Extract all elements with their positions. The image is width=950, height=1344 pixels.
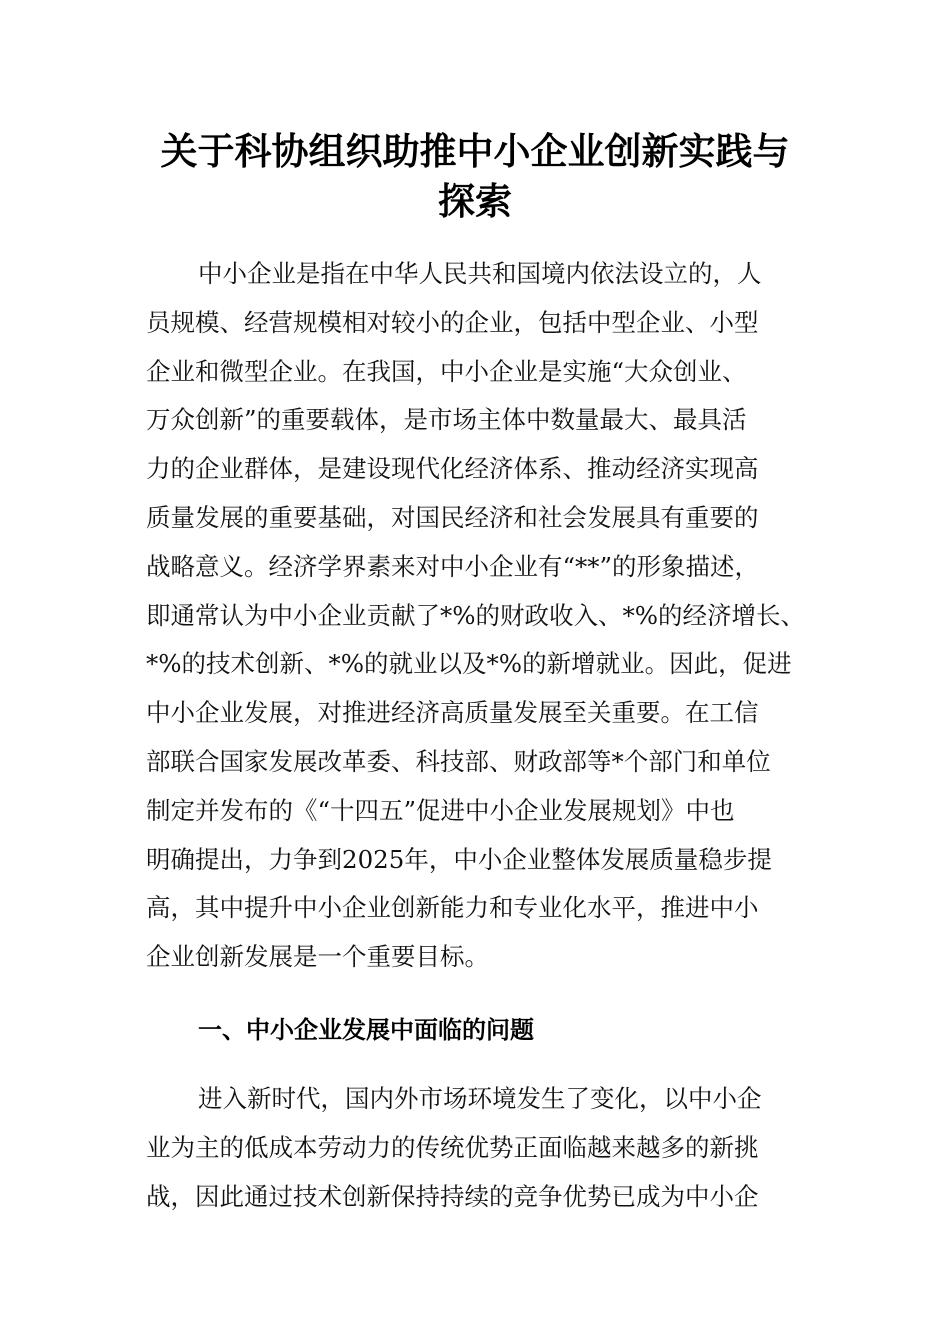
- paragraph-line: *%的技术创新、*%的就业以及*%的新增就业。因此，促进: [146, 649, 792, 679]
- section-paragraph: [146, 1075, 826, 1221]
- paragraph-line: 员规模、经营规模相对较小的企业，包括中型企业、小型: [146, 307, 759, 337]
- paragraph-line: 制定并发布的《“十四五”促进中小企业发展规划》中也: [146, 795, 735, 825]
- paragraph-line: 高，其中提升中小企业创新能力和专业化水平，推进中小: [146, 893, 759, 923]
- document-title-line-1: 关于科协组织助推中小企业创新实践与: [160, 129, 790, 173]
- paragraph-line: 明确提出，力争到2025年，中小企业整体发展质量稳步提: [146, 844, 772, 874]
- paragraph-line: 即通常认为中小企业贡献了*%的财政收入、*%的经济增长、: [146, 600, 806, 630]
- paragraph-line: 企业创新发展是一个重要目标。: [146, 942, 489, 972]
- paragraph-line: 企业和微型企业。在我国，中小企业是实施“大众创业、: [146, 356, 747, 386]
- paragraph-line: 业为主的低成本劳动力的传统优势正面临越来越多的新挑: [146, 1132, 759, 1162]
- paragraph-line: 万众创新”的重要载体，是市场主体中数量最大、最具活: [146, 405, 747, 435]
- paragraph-line: 中小企业发展，对推进经济高质量发展至关重要。在工信: [146, 698, 759, 728]
- section-heading: 一、中小企业发展中面临的问题: [198, 1016, 534, 1044]
- paragraph-line: 力的企业群体，是建设现代化经济体系、推动经济实现高: [146, 454, 759, 484]
- document-title-line-2: 探索: [438, 179, 512, 223]
- paragraph-line: 战略意义。经济学界素来对中小企业有“**”的形象描述，: [146, 551, 760, 581]
- paragraph-line: 部联合国家发展改革委、科技部、财政部等*个部门和单位: [146, 746, 771, 776]
- paragraph-line: 进入新时代，国内外市场环境发生了变化，以中小企: [198, 1084, 762, 1113]
- intro-paragraph: [146, 250, 826, 982]
- paragraph-line: 质量发展的重要基础，对国民经济和社会发展具有重要的: [146, 502, 759, 532]
- paragraph-line: 中小企业是指在中华人民共和国境内依法设立的，人: [198, 259, 762, 288]
- paragraph-line: 战，因此通过技术创新保持持续的竞争优势已成为中小企: [146, 1181, 759, 1211]
